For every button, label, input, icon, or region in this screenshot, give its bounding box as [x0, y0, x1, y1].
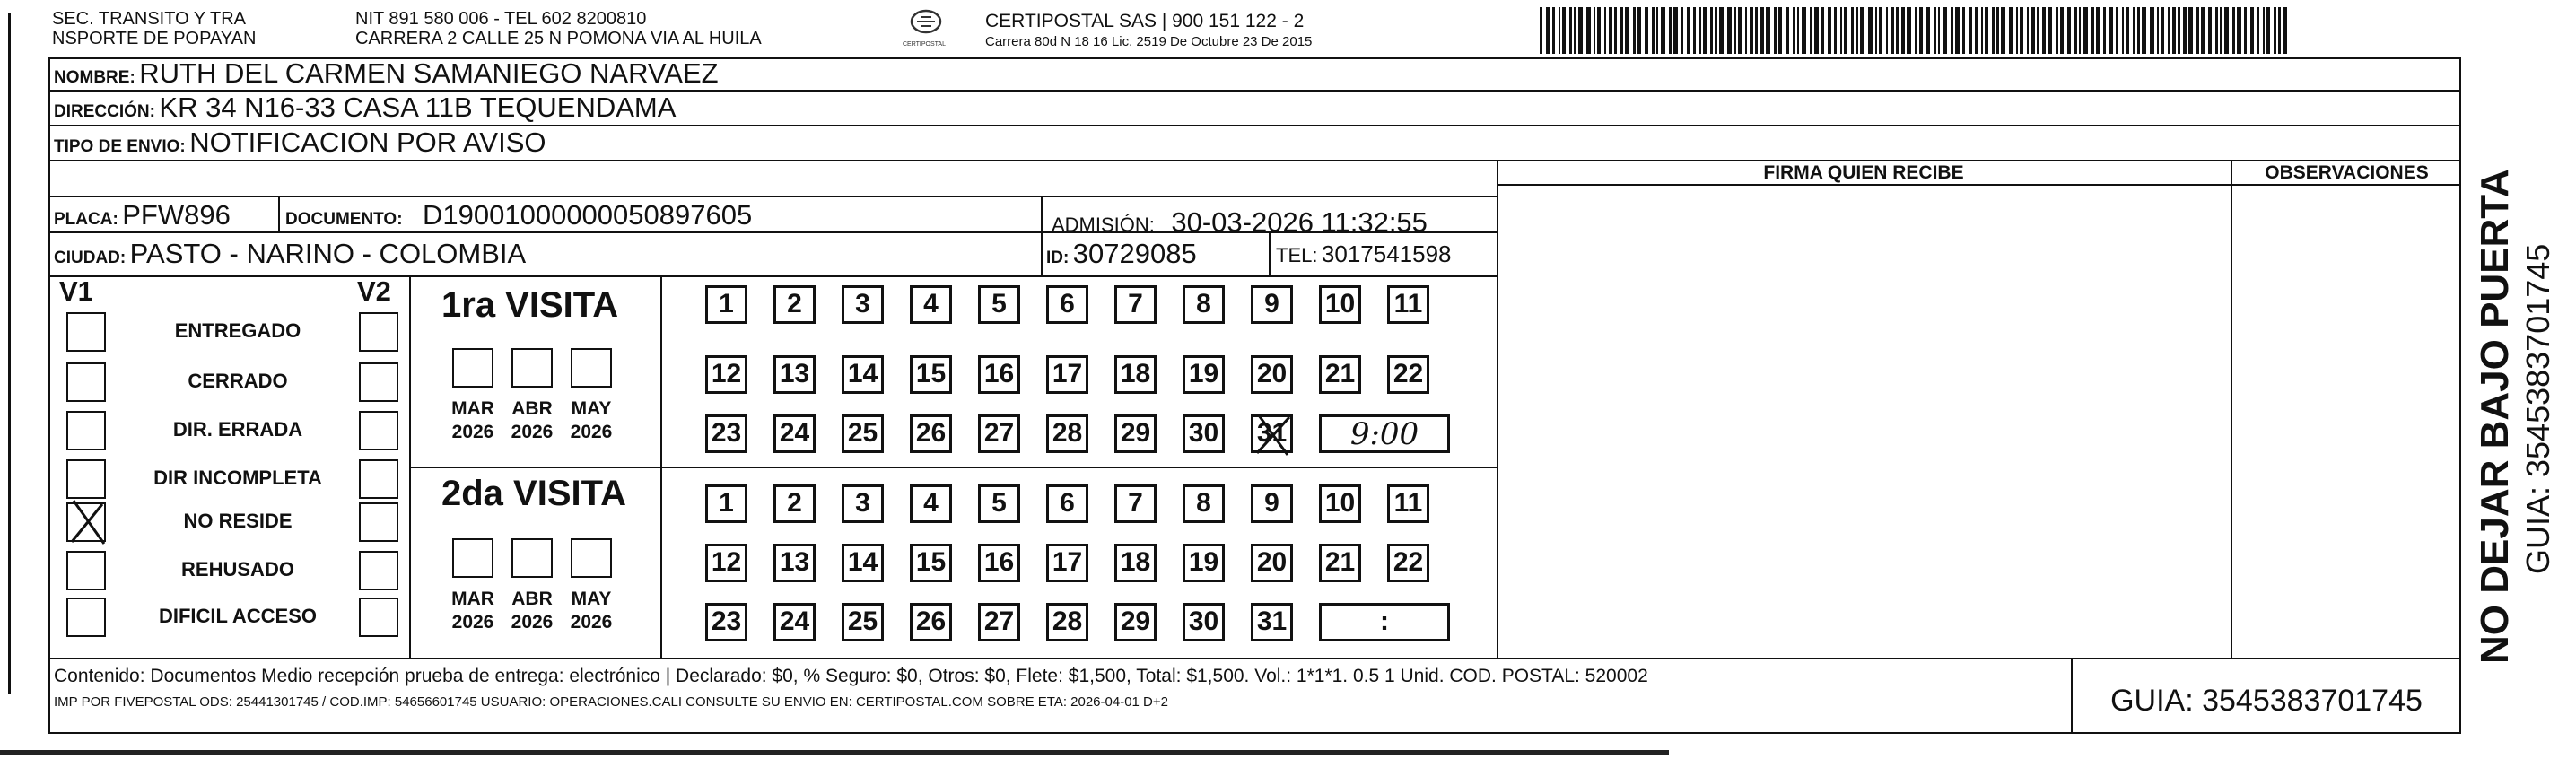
barcode-bar [1875, 7, 1877, 54]
barcode-bar [2031, 7, 2035, 54]
nombre-value: RUTH DEL CARMEN SAMANIEGO NARVAEZ [139, 57, 719, 89]
visit2-day-box[interactable]: 26 [910, 603, 952, 641]
contents-line: Contenido: Documentos Medio recepción prueba de entrega: electrónico | Declarado: $0, % Seguro: $0, Otros: $0, Flete: $1,500, Total: $1,500. Vol.: 1*1*1. 0.5 1 Unid. COD. POSTAL: 520002 [54, 666, 1648, 686]
visit1-day-box[interactable]: 31 [1251, 414, 1293, 453]
visit1-year-label: 2026 [451, 422, 494, 442]
barcode-bar [1559, 7, 1560, 54]
barcode-bar [2215, 7, 2218, 54]
barcode-bar [2283, 7, 2287, 54]
visit2-day-box[interactable]: 20 [1251, 544, 1293, 582]
barcode-bar [2208, 7, 2212, 54]
visit1-day-box[interactable]: 26 [910, 414, 952, 453]
visit2-day-box[interactable]: 22 [1387, 544, 1429, 582]
barcode-bar [2263, 7, 2265, 54]
barcode-bar [1934, 7, 1936, 54]
visit2-year-label: 2026 [511, 612, 554, 632]
barcode-bar [2016, 7, 2018, 54]
v1-label: V1 [59, 275, 93, 307]
barcode-bar [2027, 7, 2029, 54]
barcode-bar [1886, 7, 1888, 54]
barcode-bar [1951, 7, 1953, 54]
barcode-bar [2178, 7, 2180, 54]
nit-line-2: CARRERA 2 CALLE 25 N POMONA VIA AL HUILA [355, 29, 762, 48]
documento-cell [285, 199, 752, 231]
visit2-month-checkbox[interactable] [571, 538, 612, 578]
guia-footer-box: GUIA: 3545383701745 [2110, 684, 2423, 718]
barcode-bar [1625, 7, 1629, 54]
v2-label: V2 [357, 275, 391, 307]
bottom-strip [0, 750, 1669, 755]
visit1-day-box[interactable]: 6 [1046, 285, 1088, 324]
side-warning [2473, 36, 2518, 664]
ciudad-cell [54, 238, 526, 270]
v1-checkbox[interactable] [66, 502, 106, 542]
visit2-day-box[interactable]: 6 [1046, 484, 1088, 523]
ciudad-label: CIUDAD: [54, 249, 127, 267]
barcode-bar [2250, 7, 2254, 54]
visit2-day-box[interactable]: 27 [978, 603, 1020, 641]
barcode-bar [1879, 7, 1882, 54]
visit2-day-box[interactable]: 17 [1046, 544, 1088, 582]
barcode-bar [2266, 7, 2270, 54]
barcode-bar [1738, 7, 1742, 54]
visit1-day-box[interactable]: 20 [1251, 355, 1293, 394]
visit2-day-box[interactable]: 4 [910, 484, 952, 523]
observations-area[interactable] [2233, 187, 2459, 657]
barcode-bar [1755, 7, 1758, 54]
barcode-bar [1710, 7, 1713, 54]
reason-label: ENTREGADO [174, 319, 301, 342]
barcode-bar [1669, 7, 1672, 54]
barcode-bar [2079, 7, 2081, 54]
reason-label: DIR INCOMPLETA [153, 467, 322, 489]
nit-line-1: NIT 891 580 006 - TEL 602 8200810 [355, 9, 647, 29]
visit1-month-label: MAR [451, 398, 494, 419]
visit2-day-box[interactable]: 2 [773, 484, 816, 523]
barcode-bar [1620, 7, 1623, 54]
barcode-bar [1546, 7, 1550, 54]
barcode-bar [1637, 7, 1641, 54]
barcode-bar [2009, 7, 2013, 54]
visit1-time-box[interactable] [1319, 414, 1450, 453]
visit2-year-label: 2026 [570, 612, 613, 632]
barcode-bar [1562, 7, 1566, 54]
barcode-bar [1681, 7, 1683, 54]
visit2-day-box[interactable]: 24 [773, 603, 816, 641]
visit2-year-label: 2026 [451, 612, 494, 632]
visit1-day-box[interactable]: 25 [842, 414, 884, 453]
barcode-bar [1915, 7, 1917, 54]
barcode-bar [2188, 7, 2193, 54]
visit2-day-box[interactable]: 16 [978, 544, 1020, 582]
visit2-day-box[interactable]: 28 [1046, 603, 1088, 641]
barcode-bar [2142, 7, 2146, 54]
barcode-bar [1926, 7, 1930, 54]
visit2-time-box[interactable] [1319, 603, 1450, 641]
barcode-bar [1693, 7, 1696, 54]
visit1-day-box[interactable]: 1 [705, 285, 747, 324]
barcode-bar [1569, 7, 1572, 54]
barcode-bar [2103, 7, 2106, 54]
visit1-day-box[interactable]: 4 [910, 285, 952, 324]
tel-label: TEL: [1276, 244, 1318, 266]
barcode-bar [1774, 7, 1777, 54]
visit1-day-box[interactable]: 14 [842, 355, 884, 394]
visit2-day-box[interactable]: 3 [842, 484, 884, 523]
visit2-month-label: MAY [571, 589, 612, 609]
barcode-bar [1802, 7, 1806, 54]
barcode-bar [1786, 7, 1789, 54]
tipo-envio-label: TIPO DE ENVIO: [54, 137, 186, 156]
barcode-bar [2232, 7, 2235, 54]
visit1-day-box[interactable]: 15 [910, 355, 952, 394]
check-mark-icon [68, 499, 108, 545]
admision-label: ADMISIÓN: [1052, 214, 1155, 236]
visit1-day-box[interactable]: 30 [1183, 414, 1225, 453]
no-dejar-bajo-puerta: NO DEJAR BAJO PUERTA [2473, 169, 2517, 664]
barcode-bar [2257, 7, 2259, 54]
visit2-day-box[interactable]: 21 [1319, 544, 1361, 582]
barcode-bar [2183, 7, 2187, 54]
v2-checkbox[interactable] [359, 598, 398, 637]
barcode-bar [2060, 7, 2064, 54]
barcode-bar [2220, 7, 2222, 54]
barcode-bar [2096, 7, 2100, 54]
barcode-bar [1955, 7, 1960, 54]
barcode-bar [1656, 7, 1658, 54]
barcode-bar [1727, 7, 1732, 54]
barcode-bar [1834, 7, 1837, 54]
visit1-month-checkbox[interactable] [571, 348, 612, 388]
v1-checkbox[interactable] [66, 411, 106, 450]
v1-checkbox[interactable] [66, 459, 106, 499]
visit1-time-value: 9:00 [1349, 416, 1419, 452]
visit1-year-label: 2026 [570, 422, 613, 442]
barcode-bar [1919, 7, 1923, 54]
reason-label: DIFICIL ACCESO [158, 605, 317, 627]
courier-line-1: CERTIPOSTAL SAS | 900 151 122 - 2 [985, 11, 1305, 31]
barcode-bar [1661, 7, 1665, 54]
sender-block [52, 9, 256, 48]
visit1-day-box[interactable]: 23 [705, 414, 747, 453]
barcode-bar [1719, 7, 1724, 54]
barcode-bar [1578, 7, 1583, 54]
v2-checkbox[interactable] [359, 502, 398, 542]
barcode-bar [2172, 7, 2176, 54]
visit1-day-box[interactable]: 11 [1387, 285, 1429, 324]
barcode-bar [1745, 7, 1747, 54]
tel-value: 3017541598 [1321, 240, 1452, 267]
v2-checkbox[interactable] [359, 312, 398, 352]
v2-checkbox[interactable] [359, 362, 398, 402]
barcode-bar [1901, 7, 1905, 54]
barcode-bar [2109, 7, 2113, 54]
v2-checkbox[interactable] [359, 551, 398, 590]
v1-checkbox[interactable] [66, 598, 106, 637]
barcode-bar [2122, 7, 2124, 54]
barcode-bar [1828, 7, 1831, 54]
visit1-month-label: MAY [571, 398, 612, 419]
barcode-bar [1734, 7, 1736, 54]
barcode-bar [2037, 7, 2039, 54]
barcode-bar [1703, 7, 1707, 54]
reason-label: DIR. ERRADA [172, 418, 303, 441]
left-bracket-mark [0, 13, 11, 694]
placa-label: PLACA: [54, 210, 118, 229]
observations-column-header: OBSERVACIONES [2265, 162, 2429, 183]
barcode-bar [1844, 7, 1847, 54]
barcode-bar [1540, 7, 1542, 54]
documento-label: DOCUMENTO: [285, 210, 403, 229]
barcode-bar [2224, 7, 2229, 54]
barcode-bar [1750, 7, 1753, 54]
tel-cell [1276, 240, 1452, 268]
admision-value: 30-03-2026 11:32:55 [1171, 206, 1428, 238]
placa-value: PFW896 [122, 199, 231, 231]
courier-block [985, 11, 1312, 49]
visit1-day-box[interactable]: 13 [773, 355, 816, 394]
barcode-bar [1760, 7, 1764, 54]
nit-block [355, 9, 762, 48]
visit1-day-box[interactable]: 24 [773, 414, 816, 453]
placa-cell [54, 199, 231, 231]
visit2-day-box[interactable]: 25 [842, 603, 884, 641]
visit1-day-box[interactable]: 27 [978, 414, 1020, 453]
barcode-bar [2048, 7, 2052, 54]
visit1-day-box[interactable]: 22 [1387, 355, 1429, 394]
visit1-month-checkbox[interactable] [452, 348, 493, 388]
side-guia [2519, 36, 2557, 574]
barcode-bar [2274, 7, 2276, 54]
visit2-day-box[interactable]: 5 [978, 484, 1020, 523]
id-cell [1046, 238, 1197, 270]
visit2-time-value: : [1380, 606, 1389, 636]
documento-value: D19001000000050897605 [423, 199, 753, 231]
visit2-day-box[interactable]: 15 [910, 544, 952, 582]
visit2-day-box[interactable]: 29 [1114, 603, 1157, 641]
id-label: ID: [1046, 249, 1070, 267]
barcode-bar [1992, 7, 1995, 54]
barcode-bar [1814, 7, 1819, 54]
barcode-bar [1981, 7, 1983, 54]
barcode-bar [2083, 7, 2088, 54]
visit1-title: 1ra VISITA [441, 285, 619, 325]
visit2-day-box[interactable]: 1 [705, 484, 747, 523]
sender-line-2: NSPORTE DE POPAYAN [52, 29, 257, 48]
barcode-bar [2196, 7, 2199, 54]
v2-checkbox[interactable] [359, 411, 398, 450]
visit2-day-box[interactable]: 8 [1183, 484, 1225, 523]
visit2-day-box[interactable]: 19 [1183, 544, 1225, 582]
barcode-bar [2201, 7, 2205, 54]
barcode-bar [1673, 7, 1678, 54]
barcode-bar [1938, 7, 1940, 54]
barcode-bar [1699, 7, 1701, 54]
barcode-bar [1810, 7, 1812, 54]
barcode-bar [1609, 7, 1612, 54]
barcode-bar [1840, 7, 1842, 54]
barcode-bar [1633, 7, 1636, 54]
barcode-bar [1586, 7, 1591, 54]
visit1-day-box[interactable]: 19 [1183, 355, 1225, 394]
barcode-bar [2137, 7, 2140, 54]
visit1-day-box[interactable]: 16 [978, 355, 1020, 394]
ciudad-value: PASTO - NARINO - COLOMBIA [129, 238, 527, 269]
barcode-bar [1766, 7, 1770, 54]
tipo-envio-value: NOTIFICACION POR AVISO [189, 126, 546, 158]
barcode-bar [1860, 7, 1864, 54]
barcode [1540, 7, 2294, 54]
visit1-day-box[interactable]: 17 [1046, 355, 1088, 394]
barcode-bar [1552, 7, 1555, 54]
barcode-bar [1797, 7, 1799, 54]
barcode-bar [1943, 7, 1947, 54]
tipo-envio-row [54, 126, 546, 159]
barcode-bar [2074, 7, 2077, 54]
direccion-label: DIRECCIÓN: [54, 102, 155, 121]
reason-label: REHUSADO [181, 558, 294, 580]
imp-line: IMP POR FIVEPOSTAL ODS: 25441301745 / COD.IMP: 54656601745 USUARIO: OPERACIONES.CALI CONSULTE SU ENVIO EN: CERTIPOSTAL.COM SOBRE ETA: 2026-04-01 D+2 [54, 694, 1168, 710]
v1-checkbox[interactable] [66, 551, 106, 590]
barcode-bar [1614, 7, 1617, 54]
visit1-year-label: 2026 [511, 422, 554, 442]
visit1-day-box[interactable]: 12 [705, 355, 747, 394]
barcode-bar [1996, 7, 1999, 54]
barcode-bar [1652, 7, 1655, 54]
visit1-day-box[interactable]: 2 [773, 285, 816, 324]
visit2-month-label: ABR [511, 589, 553, 609]
v2-checkbox[interactable] [359, 459, 398, 499]
visit1-day-box[interactable]: 28 [1046, 414, 1088, 453]
barcode-bar [2091, 7, 2094, 54]
barcode-bar [1604, 7, 1606, 54]
nombre-label: NOMBRE: [54, 68, 135, 87]
barcode-bar [1985, 7, 1988, 54]
barcode-bar [2168, 7, 2170, 54]
barcode-bar [2278, 7, 2281, 54]
barcode-bar [1594, 7, 1595, 54]
barcode-bar [1645, 7, 1648, 54]
logo-text: CERTIPOSTAL [903, 41, 946, 48]
barcode-bar [2161, 7, 2164, 54]
visit2-day-box[interactable]: 30 [1183, 603, 1225, 641]
visit2-day-box[interactable]: 11 [1387, 484, 1429, 523]
barcode-bar [1597, 7, 1601, 54]
barcode-bar [1962, 7, 1965, 54]
signature-column-header: FIRMA QUIEN RECIBE [1763, 162, 1964, 183]
barcode-bar [1687, 7, 1690, 54]
barcode-bar [1851, 7, 1854, 54]
barcode-bar [2067, 7, 2071, 54]
visit2-day-box[interactable]: 7 [1114, 484, 1157, 523]
barcode-bar [1975, 7, 1978, 54]
barcode-bar [2244, 7, 2247, 54]
barcode-bar [1969, 7, 1972, 54]
visit1-day-box[interactable]: 10 [1319, 285, 1361, 324]
visit1-day-box[interactable]: 5 [978, 285, 1020, 324]
barcode-bar [1821, 7, 1824, 54]
barcode-bar [2237, 7, 2241, 54]
direccion-value: KR 34 N16-33 CASA 11B TEQUENDAMA [159, 92, 677, 123]
barcode-bar [2001, 7, 2005, 54]
sender-line-1: SEC. TRANSITO Y TRA [52, 9, 246, 29]
visit1-day-box[interactable]: 3 [842, 285, 884, 324]
barcode-bar [1896, 7, 1899, 54]
visit2-day-box[interactable]: 23 [705, 603, 747, 641]
id-value: 30729085 [1072, 238, 1197, 269]
signature-area[interactable] [1499, 187, 2229, 657]
barcode-bar [2126, 7, 2129, 54]
visit2-day-box[interactable]: 31 [1251, 603, 1293, 641]
visit1-day-box[interactable]: 7 [1114, 285, 1157, 324]
side-guia-number: GUIA: 3545383701745 [2519, 243, 2556, 574]
day-check-mark-icon [1250, 412, 1297, 458]
visit2-title: 2da VISITA [441, 474, 626, 513]
barcode-bar [1856, 7, 1858, 54]
visit2-month-label: MAR [451, 589, 494, 609]
barcode-bar [1868, 7, 1873, 54]
barcode-bar [1715, 7, 1717, 54]
reason-label: NO RESIDE [183, 510, 293, 532]
barcode-bar [2056, 7, 2058, 54]
barcode-bar [1907, 7, 1911, 54]
visit1-day-box[interactable]: 8 [1183, 285, 1225, 324]
visit2-day-box[interactable]: 14 [842, 544, 884, 582]
visit1-month-label: ABR [511, 398, 553, 419]
barcode-bar [1778, 7, 1782, 54]
reason-label: CERRADO [188, 370, 288, 392]
visit2-month-checkbox[interactable] [452, 538, 493, 578]
nombre-row [54, 57, 719, 90]
barcode-bar [2116, 7, 2118, 54]
visit2-month-checkbox[interactable] [511, 538, 553, 578]
barcode-bar [1891, 7, 1894, 54]
direccion-row [54, 92, 676, 124]
visit1-day-box[interactable]: 9 [1251, 285, 1293, 324]
visit1-day-box[interactable]: 21 [1319, 355, 1361, 394]
barcode-bar [2157, 7, 2159, 54]
visit2-day-box[interactable]: 12 [705, 544, 747, 582]
visit1-day-box[interactable]: 29 [1114, 414, 1157, 453]
courier-line-2: Carrera 80d N 18 16 Lic. 2519 De Octubre 23 De 2015 [985, 34, 1313, 49]
barcode-bar [2020, 7, 2023, 54]
visit2-day-box[interactable]: 10 [1319, 484, 1361, 523]
barcode-bar [2133, 7, 2135, 54]
visit2-day-box[interactable]: 13 [773, 544, 816, 582]
barcode-bar [2150, 7, 2154, 54]
barcode-bar [1574, 7, 1576, 54]
barcode-bar [1793, 7, 1795, 54]
visit2-day-box[interactable]: 9 [1251, 484, 1293, 523]
v1-checkbox[interactable] [66, 312, 106, 352]
courier-logo [901, 4, 955, 50]
barcode-bar [2042, 7, 2046, 54]
visit2-day-box[interactable]: 18 [1114, 544, 1157, 582]
v1-checkbox[interactable] [66, 362, 106, 402]
admision-cell [1052, 206, 1428, 239]
visit1-day-box[interactable]: 18 [1114, 355, 1157, 394]
visit1-month-checkbox[interactable] [511, 348, 553, 388]
